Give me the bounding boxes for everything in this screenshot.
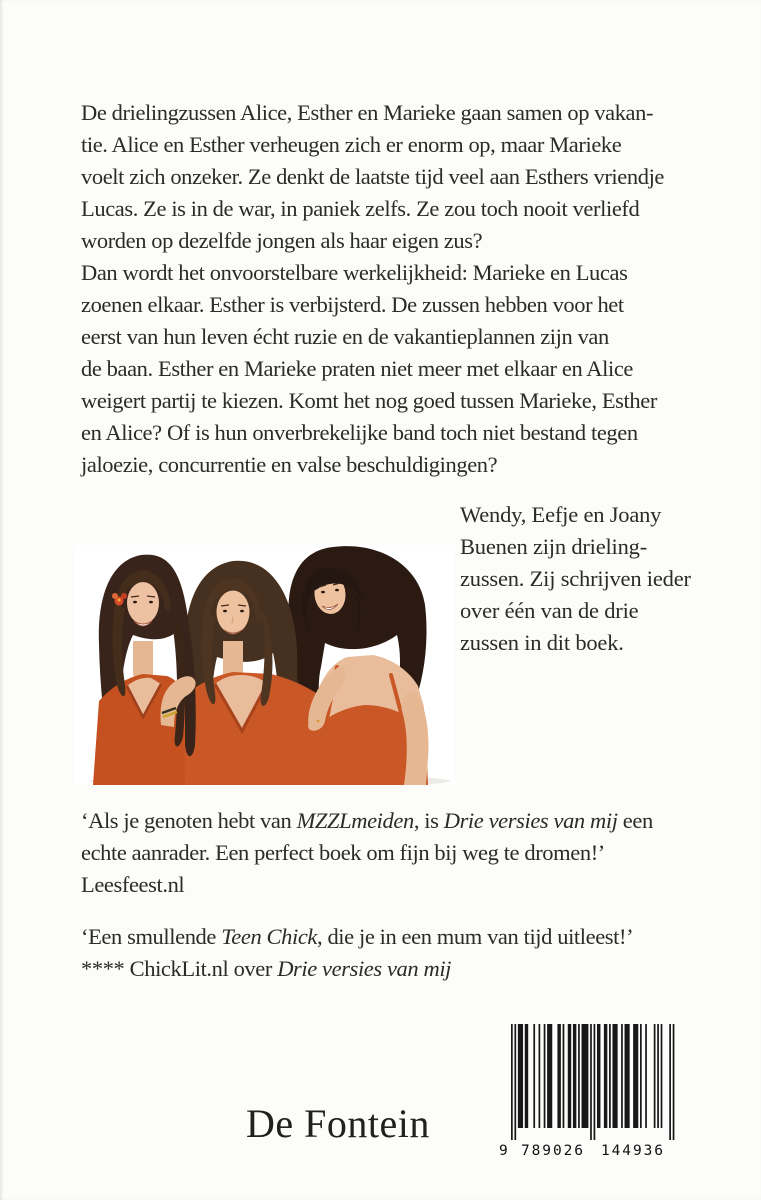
text-line: tie. Alice en Esther verheugen zich er enorm op, maar Marieke: [81, 132, 622, 157]
text-line: [81, 805, 653, 837]
barcode-digits: 144936: [601, 1143, 663, 1158]
italic-title-text: Teen Chick: [221, 924, 317, 949]
barcode-bar: [525, 1024, 528, 1128]
text-line: over één van de drie: [460, 598, 639, 623]
barcode-bar: [568, 1024, 571, 1128]
text-line: [81, 869, 653, 901]
barcode-bar: [604, 1024, 607, 1128]
barcode-bar: [625, 1024, 630, 1128]
text-line: worden op dezelfde jongen als haar eigen zus?: [81, 228, 483, 253]
plain-text: echte aanrader. Een perfect boek om fijn bij weg te dromen!’: [81, 840, 605, 865]
review-quote-chicklit: [81, 921, 633, 985]
barcode-bar: [578, 1024, 580, 1128]
plain-text: **** ChickLit.nl over: [81, 956, 278, 981]
plain-text: Leesfeest.nl: [81, 872, 185, 897]
barcode-bar: [657, 1024, 659, 1128]
barcode-bar: [669, 1024, 671, 1140]
plain-text: ‘Een smullende: [81, 924, 222, 949]
barcode-bar: [673, 1024, 675, 1140]
barcode-bar: [518, 1024, 523, 1128]
triplets-photo-illustration: [75, 545, 455, 785]
isbn-barcode: [498, 1024, 678, 1158]
barcode-bar: [612, 1024, 617, 1128]
blurb-text: [81, 97, 664, 481]
triplets-photo: [75, 545, 455, 785]
barcode-bar: [594, 1024, 596, 1140]
author-note: [460, 499, 691, 659]
barcode-graphic: [498, 1024, 678, 1158]
publisher-name: De Fontein: [246, 1101, 430, 1146]
text-line: zussen in dit boek.: [460, 630, 624, 655]
barcode-bar: [661, 1024, 663, 1128]
plain-text: ‘Als je genoten hebt van: [81, 808, 297, 833]
barcode-bar: [621, 1024, 623, 1128]
blurb-paragraph-1: [81, 97, 664, 257]
text-line: De drielingzussen Alice, Esther en Marieke gaan samen op vakan-: [81, 100, 654, 125]
barcode-digits: 9: [499, 1143, 508, 1158]
plain-text: , die je in een mum van tijd uitleest!’: [317, 924, 634, 949]
barcode-bar: [590, 1024, 592, 1140]
barcode-digits: 789026: [521, 1143, 583, 1158]
text-line: jaloezie, concurrentie en valse beschuldigingen?: [81, 452, 498, 477]
italic-title-text: Drie versies van mij: [443, 808, 618, 833]
barcode-bar: [640, 1024, 642, 1128]
text-line: Dan wordt het onvoorstelbare werkelijkheid: Marieke en Lucas: [81, 260, 628, 285]
text-line: zoenen elkaar. Esther is verbijsterd. De zussen hebben voor het: [81, 292, 624, 317]
barcode-bar: [654, 1024, 656, 1128]
barcode-bar: [633, 1024, 638, 1128]
italic-title-text: Drie versies van mij: [277, 956, 452, 981]
plain-text: een: [617, 808, 653, 833]
text-line: Wendy, Eefje en Joany: [460, 502, 662, 527]
plain-text: , is: [413, 808, 444, 833]
text-line: [81, 953, 633, 985]
text-line: eerst van hun leven écht ruzie en de vakantieplannen zijn van: [81, 324, 609, 349]
barcode-bar: [573, 1024, 576, 1128]
text-line: Lucas. Ze is in de war, in paniek zelfs. Ze zou toch nooit verliefd: [81, 196, 640, 221]
barcode-bar: [533, 1024, 535, 1128]
barcode-bar: [645, 1024, 647, 1128]
text-line: [81, 837, 653, 869]
text-line: zussen. Zij schrijven ieder: [460, 566, 691, 591]
italic-title-text: MZZLmeiden: [296, 808, 414, 833]
text-line: Buenen zijn drieling-: [460, 534, 647, 559]
barcode-bar: [557, 1024, 560, 1128]
barcode-bar: [597, 1024, 600, 1128]
text-line: de baan. Esther en Marieke praten niet meer met elkaar en Alice: [81, 356, 634, 381]
blurb-paragraph-2: [81, 257, 664, 481]
barcode-bar: [539, 1024, 541, 1128]
barcode-bar: [544, 1024, 546, 1128]
barcode-bar: [511, 1024, 513, 1140]
text-line: [81, 921, 633, 953]
barcode-bar: [582, 1024, 589, 1128]
barcode-bar: [547, 1024, 552, 1128]
barcode-bar: [609, 1024, 611, 1128]
barcode-bar: [563, 1024, 565, 1128]
text-line: weigert partij te kiezen. Komt het nog goed tussen Marieke, Esther: [81, 388, 657, 413]
text-line: en Alice? Of is hun onverbrekelijke band toch niet bestand tegen: [81, 420, 638, 445]
review-quote-leesfeest: [81, 805, 653, 901]
text-line: voelt zich onzeker. Ze denkt de laatste tijd veel aan Esthers vriendje: [81, 164, 665, 189]
barcode-bar: [514, 1024, 516, 1140]
